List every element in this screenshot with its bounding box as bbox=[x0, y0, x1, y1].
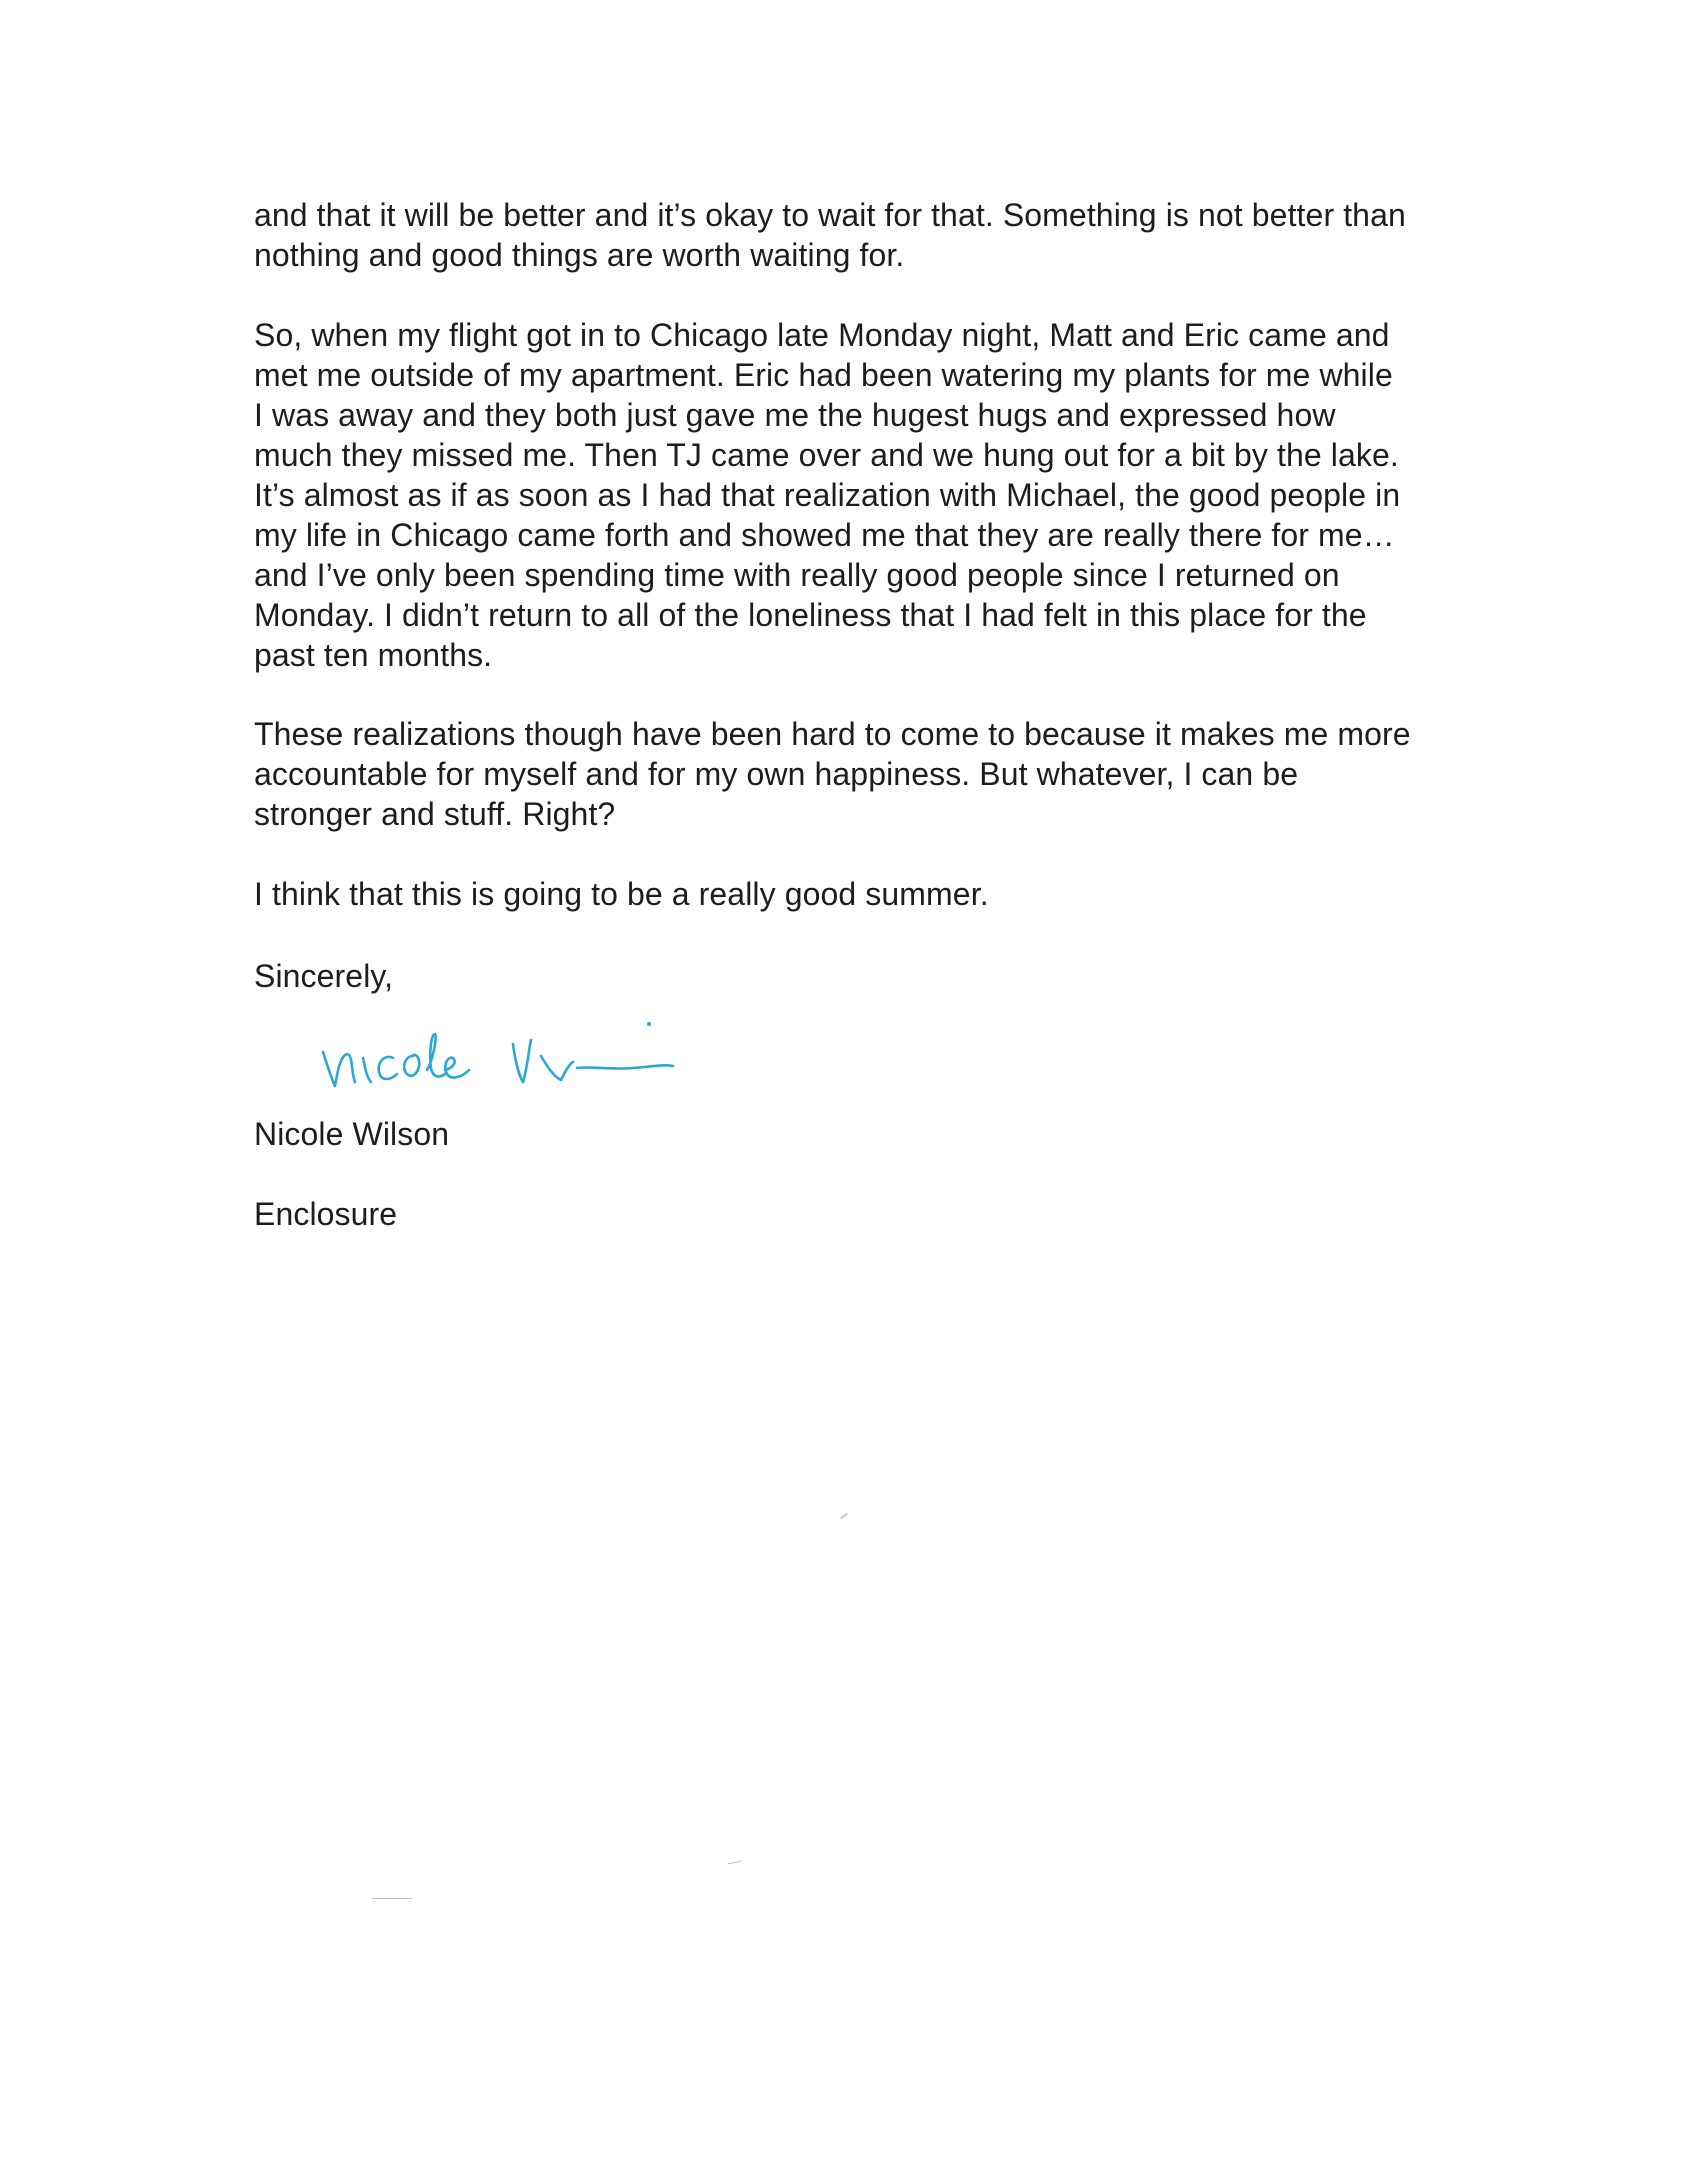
signer-name: Nicole Wilson bbox=[254, 1116, 450, 1152]
body-line: I think that this is going to be a really good summer. bbox=[254, 876, 989, 912]
body-line: met me outside of my apartment. Eric had been watering my plants for me while bbox=[254, 357, 1393, 393]
body-line: I was away and they both just gave me the hugest hugs and expressed how bbox=[254, 397, 1336, 433]
body-line: past ten months. bbox=[254, 637, 493, 673]
scan-speck bbox=[372, 1898, 412, 1899]
body-line: These realizations though have been hard to come to because it makes me more bbox=[254, 716, 1411, 752]
body-line: It’s almost as if as soon as I had that realization with Michael, the good people in bbox=[254, 477, 1401, 513]
handwritten-signature bbox=[315, 1008, 715, 1098]
body-line: nothing and good things are worth waiting for. bbox=[254, 237, 905, 273]
body-line: So, when my flight got in to Chicago late Monday night, Matt and Eric came and bbox=[254, 317, 1390, 353]
scan-speck bbox=[728, 1861, 742, 1864]
closing: Sincerely, bbox=[254, 958, 394, 994]
body-line: much they missed me. Then TJ came over and we hung out for a bit by the lake. bbox=[254, 437, 1399, 473]
body-line: my life in Chicago came forth and showed me that they are really there for me… bbox=[254, 517, 1395, 553]
body-line: and I’ve only been spending time with really good people since I returned on bbox=[254, 557, 1340, 593]
body-line: and that it will be better and it’s okay to wait for that. Something is not better than bbox=[254, 197, 1406, 233]
body-line: stronger and stuff. Right? bbox=[254, 796, 616, 832]
body-line: Monday. I didn’t return to all of the loneliness that I had felt in this place for the bbox=[254, 597, 1367, 633]
body-line: accountable for myself and for my own happiness. But whatever, I can be bbox=[254, 756, 1299, 792]
scan-speck bbox=[840, 1513, 848, 1519]
enclosure-note: Enclosure bbox=[254, 1196, 398, 1232]
